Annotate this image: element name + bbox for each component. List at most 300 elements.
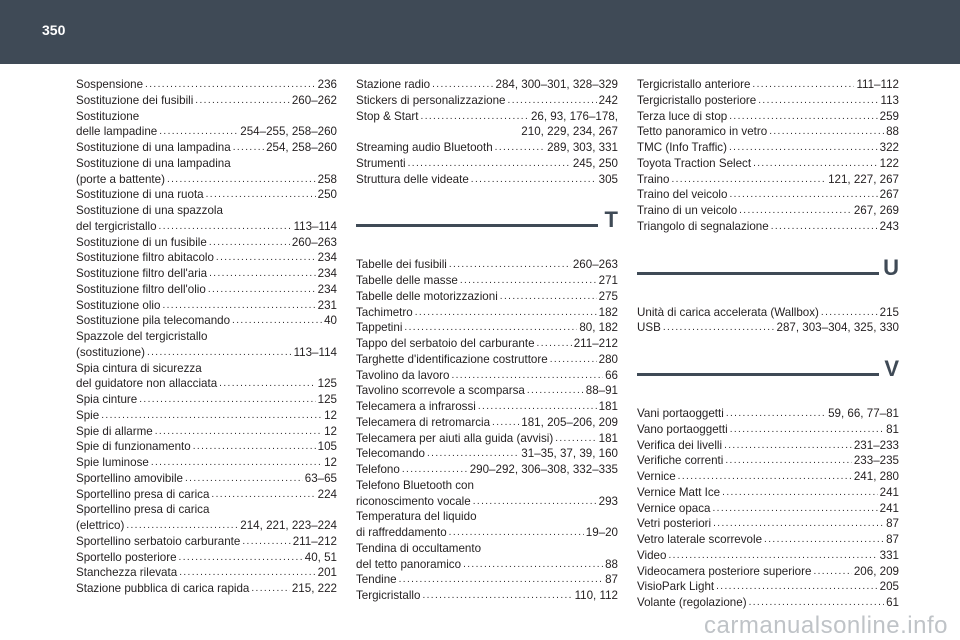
index-entry (356, 368, 618, 384)
entry-term: Sostituzione dei fusibili (76, 93, 194, 107)
section-divider (637, 373, 879, 376)
entry-pages: 210, 229, 234, 267 (521, 125, 618, 139)
index-entry (356, 273, 618, 289)
dot-leader (101, 408, 322, 424)
index-entry (356, 289, 618, 305)
entry-pages: 111–112 (856, 78, 899, 91)
dot-leader (408, 156, 571, 172)
index-entry (76, 187, 337, 203)
index-entry (637, 548, 899, 564)
dot-leader (726, 406, 826, 422)
entry-pages: 113–114 (293, 219, 337, 233)
dot-leader (415, 305, 597, 321)
dot-leader (159, 124, 238, 140)
entry-term: Sostituzione filtro dell'olio (76, 282, 206, 296)
index-entry (637, 501, 899, 517)
entry-pages: 254, 258–260 (266, 141, 337, 154)
index-entry (356, 494, 618, 510)
dot-leader (663, 320, 775, 336)
entry-term: Tendina di occultamento (356, 541, 482, 555)
entry-term: Sostituzione pila telecomando (76, 314, 231, 328)
index-entry (637, 320, 899, 336)
dot-leader (527, 383, 584, 399)
index-entry (637, 305, 899, 321)
entry-pages: 113–114 (293, 345, 337, 359)
index-entry (356, 446, 618, 462)
entry-term: Spie (76, 408, 100, 422)
index-entry (76, 487, 337, 503)
dot-leader (764, 532, 884, 548)
entry-pages: 181 (598, 400, 618, 413)
index-entry (76, 172, 337, 188)
dot-leader (145, 77, 316, 93)
entry-pages: 12 (324, 424, 337, 438)
entry-pages: 290–292, 306–308, 332–335 (469, 463, 618, 476)
index-entry (76, 203, 337, 219)
index-entry (356, 93, 618, 109)
section-letter: U (883, 254, 899, 280)
index-entry (356, 588, 618, 604)
entry-pages: 26, 93, 176–178, (530, 109, 618, 123)
dot-leader (713, 516, 884, 532)
dot-leader (739, 203, 852, 219)
entry-pages: 181 (598, 431, 618, 445)
entry-term: riconoscimento vocale (356, 494, 471, 508)
index-entry (76, 156, 337, 172)
index-entry (356, 399, 618, 415)
entry-term: Traino di un veicolo (637, 204, 738, 217)
index-entry (356, 557, 618, 573)
index-entry (637, 422, 899, 438)
entry-term: Spazzole del tergicristallo (76, 330, 208, 343)
dot-leader (821, 305, 878, 321)
entry-term: Vernice Matt Ice (637, 485, 721, 499)
index-entries (356, 257, 618, 604)
entry-term: Sostituzione di una ruota (76, 188, 204, 202)
dot-leader (449, 525, 584, 541)
entry-term: (elettrico) (76, 519, 125, 532)
dot-leader (729, 187, 877, 203)
section-letter-u (637, 235, 899, 305)
page-number: 350 (42, 22, 66, 38)
dot-leader (251, 581, 289, 597)
entry-term: Sostituzione di una lampadina (76, 156, 231, 170)
entry-term: Terza luce di stop (637, 109, 728, 123)
entry-term: Vani portaoggetti (637, 407, 724, 420)
entry-term: del tergicristallo (76, 219, 157, 233)
dot-leader (725, 453, 852, 469)
entry-term: Telecamera di retromarcia (356, 415, 491, 429)
entry-pages: 181, 205–206, 209 (521, 415, 618, 429)
entry-pages: 121, 227, 267 (828, 172, 899, 186)
section-divider (356, 224, 598, 227)
index-entries (76, 77, 337, 597)
dot-leader (460, 273, 597, 289)
entry-term: Sostituzione olio (76, 298, 161, 312)
entry-pages: 113 (880, 93, 899, 107)
index-entry (76, 140, 337, 156)
entry-pages: 293 (598, 494, 618, 508)
entry-pages: 241 (879, 501, 899, 515)
index-entry (76, 298, 337, 314)
index-entry (76, 93, 337, 109)
dot-leader (242, 534, 290, 550)
index-column-3 (637, 77, 899, 611)
dot-leader (209, 266, 316, 282)
entry-pages: 40 (324, 314, 337, 328)
entry-pages: 242 (598, 93, 618, 107)
entry-term: Telefono Bluetooth con (356, 478, 474, 492)
dot-leader (179, 550, 303, 566)
index-entry (76, 424, 337, 440)
dot-leader (492, 415, 519, 431)
entry-pages: 236 (317, 78, 337, 91)
index-entry (76, 408, 337, 424)
entry-term: Stazione radio (356, 78, 431, 91)
entry-term: Vetri posteriori (637, 517, 712, 531)
entry-term: Vernice (637, 470, 676, 483)
entry-term: Toyota Traction Select (637, 156, 752, 170)
entry-pages: 211–212 (292, 534, 337, 548)
entry-pages: 206, 209 (853, 564, 899, 578)
entry-pages: 31–35, 37, 39, 160 (521, 447, 618, 461)
index-entry (76, 534, 337, 550)
index-entry (637, 595, 899, 611)
dot-leader (422, 588, 572, 604)
entry-pages: 271 (598, 274, 618, 287)
entry-pages: 258 (317, 172, 337, 186)
index-entry (356, 172, 618, 188)
index-entry (356, 431, 618, 447)
dot-leader (729, 140, 878, 156)
dot-leader (211, 487, 315, 503)
index-entry (76, 77, 337, 93)
entry-term: Spie di funzionamento (76, 440, 191, 454)
entry-pages: 87 (605, 573, 618, 587)
index-entry (76, 219, 337, 235)
index-entry (356, 156, 618, 172)
dot-leader (478, 399, 597, 415)
entry-term: Tachimetro (356, 305, 413, 319)
dot-leader (729, 109, 877, 125)
dot-leader (155, 424, 322, 440)
entry-pages: 12 (324, 408, 337, 422)
index-entry (356, 462, 618, 478)
entry-term: Tappetini (356, 321, 403, 335)
entry-term: Triangolo di segnalazione (637, 219, 769, 233)
index-entry (356, 124, 618, 140)
entry-term: Stanchezza rilevata (76, 566, 178, 580)
dot-leader (473, 494, 597, 510)
dot-leader (167, 172, 316, 188)
dot-leader (671, 172, 826, 188)
index-entry (76, 124, 337, 140)
dot-leader (769, 124, 884, 140)
entry-term: Telecamera a infrarossi (356, 400, 476, 413)
dot-leader (537, 336, 572, 352)
entry-pages: 110, 112 (574, 589, 618, 602)
entry-term: Telecamera per aiuti alla guida (avvisi) (356, 431, 554, 445)
index-entry (356, 383, 618, 399)
dot-leader (209, 235, 290, 251)
index-entry (637, 579, 899, 595)
entry-pages: 205 (879, 580, 899, 594)
entry-pages: 280 (598, 352, 618, 366)
index-entry (76, 455, 337, 471)
index-entry (76, 581, 337, 597)
entry-pages: 234 (317, 267, 337, 280)
entry-pages: 305 (598, 172, 618, 186)
index-entries (637, 406, 899, 611)
entry-term: VisioPark Light (637, 580, 715, 594)
entry-pages: 234 (317, 251, 337, 265)
dot-leader (753, 156, 878, 172)
dot-leader (427, 446, 519, 462)
entry-term: Stickers di personalizzazione (356, 93, 506, 107)
index-entry (76, 502, 337, 518)
entry-term: Tappo del serbatoio del carburante (356, 337, 535, 350)
index-entry (637, 219, 899, 235)
dot-leader (162, 298, 315, 314)
index-entry (637, 453, 899, 469)
entry-term: del tetto panoramico (356, 557, 462, 571)
entry-pages: 322 (879, 141, 899, 154)
entry-term: Sportellino presa di carica (76, 487, 210, 501)
dot-leader (668, 548, 877, 564)
entry-term: Vernice opaca (637, 501, 711, 515)
entry-pages: 87 (886, 533, 899, 546)
index-entry (637, 485, 899, 501)
dot-leader (232, 313, 322, 329)
index-entry (76, 392, 337, 408)
entry-pages: 233–235 (853, 454, 899, 468)
index-entry (637, 469, 899, 485)
section-divider (637, 272, 879, 275)
entry-term: Verifiche correnti (637, 454, 724, 468)
dot-leader (712, 501, 877, 517)
dot-leader (233, 140, 264, 156)
dot-leader (716, 579, 878, 595)
index-entry (637, 140, 899, 156)
index-entries (356, 77, 618, 187)
entry-pages: 59, 66, 77–81 (828, 407, 899, 420)
index-entry (637, 203, 899, 219)
entry-term: Spie di allarme (76, 424, 153, 438)
entry-term: Sostituzione di una spazzola (76, 204, 223, 217)
entry-pages: 80, 182 (579, 321, 618, 335)
entry-term: Sostituzione filtro dell'aria (76, 267, 208, 280)
entry-term: Video (637, 548, 667, 562)
entry-term: Tabelle delle motorizzazioni (356, 289, 498, 303)
entry-pages: 260–263 (572, 258, 618, 272)
index-entry (356, 257, 618, 273)
entry-pages: 19–20 (585, 526, 618, 539)
index-entry (76, 250, 337, 266)
entry-term: Sospensione (76, 78, 144, 91)
entry-term: TMC (Info Traffic) (637, 141, 727, 154)
dot-leader (147, 345, 292, 361)
entry-term: del guidatore non allacciata (76, 377, 218, 391)
index-entry (76, 439, 337, 455)
index-entry (356, 320, 618, 336)
dot-leader (758, 93, 878, 109)
entry-pages: 260–262 (291, 93, 337, 107)
entry-pages: 250 (317, 188, 337, 202)
entry-term: (sostituzione) (76, 345, 145, 359)
index-entries (637, 305, 899, 337)
index-entry (356, 572, 618, 588)
entry-term: Tetto panoramico in vetro (637, 125, 768, 139)
index-entry (76, 376, 337, 392)
entry-term: Sportellino presa di carica (76, 503, 210, 517)
entry-term: Telefono (356, 463, 400, 476)
dot-leader (402, 462, 468, 478)
index-entry (356, 541, 618, 557)
entry-pages: 241 (879, 485, 899, 499)
entry-pages: 201 (317, 566, 337, 580)
entry-pages: 88 (886, 125, 899, 139)
entry-term: Tabelle dei fusibili (356, 258, 447, 272)
dot-leader (471, 172, 597, 188)
index-entry (637, 438, 899, 454)
dot-leader (771, 219, 878, 235)
entry-pages: 214, 221, 223–224 (240, 519, 337, 532)
index-entry (76, 565, 337, 581)
index-entry (76, 313, 337, 329)
entry-term: Stop & Start (356, 109, 419, 123)
entry-term: Sostituzione filtro abitacolo (76, 251, 214, 265)
entry-term: Stazione pubblica di carica rapida (76, 582, 250, 595)
index-column-1 (76, 77, 337, 597)
entry-term: (porte a battente) (76, 172, 165, 186)
index-entry (356, 109, 618, 125)
index-entry (637, 187, 899, 203)
entry-pages: 12 (324, 456, 337, 469)
index-entry (356, 140, 618, 156)
dot-leader (555, 431, 596, 447)
dot-leader (678, 469, 852, 485)
index-entry (356, 305, 618, 321)
dot-leader (724, 438, 852, 454)
dot-leader (399, 572, 603, 588)
entry-pages: 331 (879, 548, 899, 562)
page-header-bar (0, 0, 960, 64)
index-entry (76, 471, 337, 487)
entry-term: Spie luminose (76, 456, 149, 469)
dot-leader (404, 320, 577, 336)
dot-leader (151, 455, 322, 471)
dot-leader (421, 109, 529, 125)
entry-pages: 284, 300–301, 328–329 (495, 78, 618, 91)
entry-term: Sportellino amovibile (76, 471, 183, 485)
section-letter-v (637, 336, 899, 406)
index-entry (637, 93, 899, 109)
index-entry (76, 282, 337, 298)
entry-term: Sostituzione di una lampadina (76, 141, 231, 154)
entry-pages: 215, 222 (291, 582, 337, 595)
entry-pages: 88–91 (585, 384, 618, 398)
entry-term: Streaming audio Bluetooth (356, 141, 493, 154)
section-letter-t (356, 187, 618, 257)
entry-pages: 243 (879, 219, 899, 233)
entry-term: Tendine (356, 573, 397, 587)
dot-leader (449, 257, 571, 273)
dot-leader (508, 93, 597, 109)
entry-term: Sportello posteriore (76, 550, 177, 564)
dot-leader (752, 77, 854, 93)
entry-pages: 215 (879, 305, 899, 319)
index-entry (76, 345, 337, 361)
dot-leader (185, 471, 303, 487)
dot-leader (139, 392, 315, 408)
index-entry (637, 532, 899, 548)
index-entry (76, 518, 337, 534)
index-entry (637, 109, 899, 125)
index-column-2 (356, 77, 618, 604)
entry-pages: 245, 250 (572, 156, 618, 170)
entry-pages: 122 (879, 156, 899, 170)
dot-leader (208, 282, 316, 298)
index-entry (637, 564, 899, 580)
entry-term: Volante (regolazione) (637, 596, 747, 609)
entry-pages: 125 (317, 393, 337, 406)
dot-leader (722, 485, 878, 501)
section-letter: T (604, 207, 618, 233)
entry-term: Unità di carica accelerata (Wallbox) (637, 305, 819, 319)
index-entries (637, 77, 899, 235)
dot-leader (550, 352, 597, 368)
dot-leader (451, 368, 603, 384)
entry-term: Vetro laterale scorrevole (637, 533, 763, 546)
entry-term: delle lampadine (76, 125, 158, 139)
dot-leader (159, 219, 292, 235)
entry-pages: 260–263 (291, 235, 337, 249)
entry-term: USB (637, 321, 661, 335)
index-entry (637, 172, 899, 188)
dot-leader (463, 557, 603, 573)
index-entry (356, 415, 618, 431)
entry-pages: 211–212 (573, 337, 618, 350)
entry-term: Targhette d'identificazione costruttore (356, 352, 548, 366)
entry-term: Traino del veicolo (637, 188, 728, 202)
entry-pages: 88 (605, 557, 618, 571)
entry-pages: 287, 303–304, 325, 330 (776, 321, 899, 335)
entry-term: Spia cinture (76, 393, 138, 406)
dot-leader (216, 250, 316, 266)
dot-leader (219, 376, 315, 392)
entry-pages: 105 (317, 440, 337, 454)
index-entry (76, 235, 337, 251)
dot-leader (432, 77, 493, 93)
index-entry (76, 109, 337, 125)
index-entry (356, 352, 618, 368)
entry-term: Videocamera posteriore superiore (637, 564, 812, 578)
entry-term: Tergicristallo anteriore (637, 78, 751, 91)
entry-pages: 63–65 (304, 471, 337, 485)
dot-leader (195, 93, 290, 109)
entry-pages: 254–255, 258–260 (240, 125, 337, 139)
entry-pages: 224 (317, 487, 337, 501)
index-entry (356, 525, 618, 541)
section-letter: V (884, 356, 899, 381)
dot-leader (179, 565, 315, 581)
index-entry (637, 124, 899, 140)
entry-pages: 267 (879, 188, 899, 202)
dot-leader (126, 518, 238, 534)
entry-term: Tergicristallo posteriore (637, 93, 757, 107)
index-entry (356, 509, 618, 525)
index-entry (637, 77, 899, 93)
